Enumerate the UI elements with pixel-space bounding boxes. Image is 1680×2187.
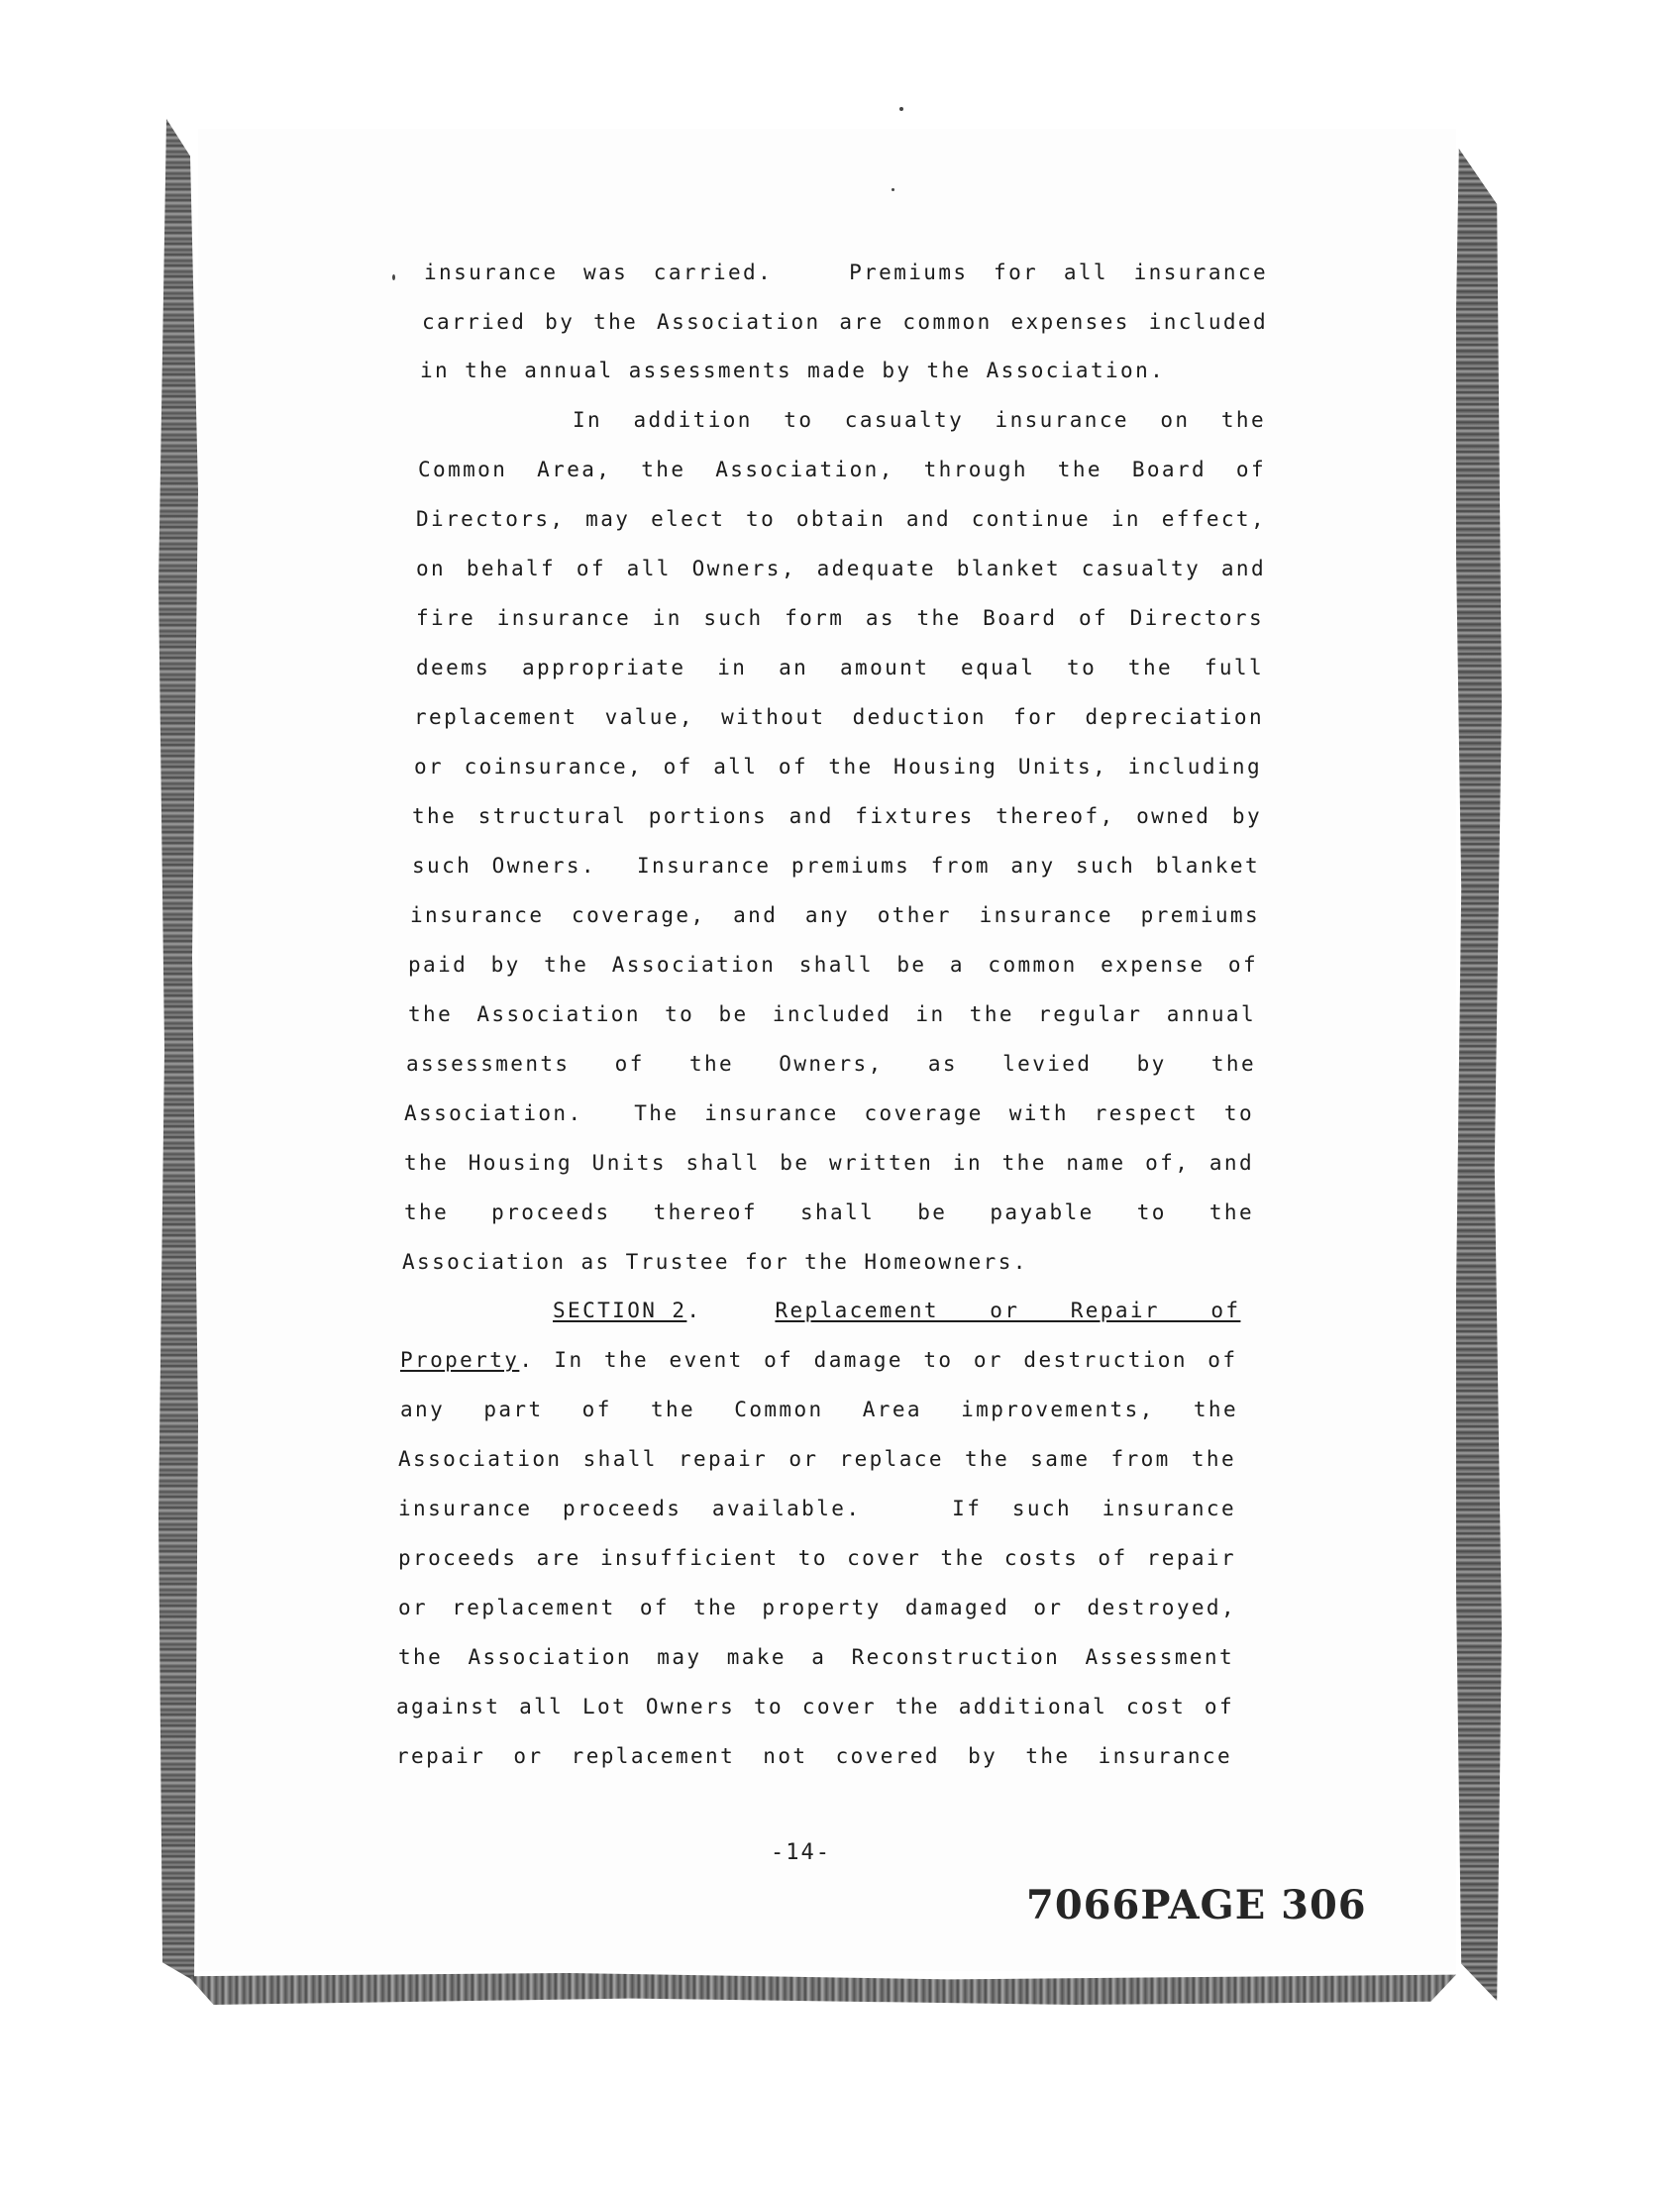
body-line: assessments of the Owners, as levied by the bbox=[406, 1052, 1256, 1076]
body-line: deems appropriate in an amount equal to the full bbox=[416, 656, 1264, 679]
body-line: the Housing Units shall be written in the name of, and bbox=[404, 1151, 1254, 1175]
book-page-stamp: 7066PAGE 306 bbox=[1026, 1882, 1367, 1928]
section-heading bbox=[553, 1301, 1258, 1321]
page-number: -14- bbox=[771, 1840, 831, 1865]
section-first-line-text: In the event of damage to or destruction of bbox=[554, 1348, 1238, 1372]
section-line: against all Lot Owners to cover the additional cost of bbox=[396, 1695, 1234, 1718]
section-line: the Association may make a Reconstruction Assessment bbox=[398, 1645, 1234, 1669]
section-title-continued: Property bbox=[400, 1348, 520, 1372]
body-line: the Association to be included in the regular annual bbox=[408, 1002, 1256, 1026]
section-line: proceeds are insufficient to cover the costs of repair bbox=[398, 1546, 1236, 1570]
section-first-line bbox=[400, 1350, 1240, 1371]
scan-edge-left bbox=[158, 119, 198, 1981]
scan-speck bbox=[392, 274, 395, 280]
body-line: Directors, may elect to obtain and continue in effect, bbox=[416, 507, 1266, 531]
body-line: the structural portions and fixtures thereof, owned by bbox=[412, 804, 1262, 828]
body-line: on behalf of all Owners, adequate blanket casualty and bbox=[416, 557, 1266, 580]
scan-speck bbox=[899, 107, 903, 111]
section-label-period: . bbox=[686, 1299, 702, 1322]
body-line: Association. The insurance coverage with respect to bbox=[404, 1101, 1254, 1125]
body-line: replacement value, without deduction for depreciation bbox=[414, 705, 1264, 729]
body-line: insurance coverage, and any other insurance premiums bbox=[410, 903, 1260, 927]
body-line: Association as Trustee for the Homeowners. bbox=[402, 1250, 1028, 1274]
body-line: fire insurance in such form as the Board of Directors bbox=[416, 606, 1264, 630]
section-line: or replacement of the property damaged or destroyed, bbox=[398, 1596, 1236, 1619]
section-line: insurance proceeds available. If such insurance bbox=[398, 1497, 1236, 1520]
body-line: paid by the Association shall be a common expense of bbox=[408, 953, 1258, 977]
section-label: SECTION 2 bbox=[553, 1299, 687, 1322]
section-line: Association shall repair or replace the same from the bbox=[398, 1447, 1236, 1471]
body-line: such Owners. Insurance premiums from any such blanket bbox=[412, 854, 1260, 878]
section-line: repair or replacement not covered by the insurance bbox=[396, 1744, 1232, 1768]
section-title-period: . bbox=[519, 1348, 535, 1372]
scan-edge-bottom bbox=[188, 1973, 1456, 2005]
body-line: or coinsurance, of all of the Housing Units, including bbox=[414, 755, 1262, 779]
body-line: carried by the Association are common expenses included bbox=[422, 310, 1268, 334]
scan-speck bbox=[892, 188, 894, 191]
scan-edge-right bbox=[1454, 149, 1502, 2001]
section-line: any part of the Common Area improvements, the bbox=[400, 1398, 1238, 1421]
body-line: Common Area, the Association, through the Board of bbox=[418, 458, 1266, 481]
body-line: In addition to casualty insurance on the bbox=[573, 408, 1266, 432]
section-title: Replacement or Repair of bbox=[775, 1299, 1241, 1322]
body-line: in the annual assessments made by the Association. bbox=[420, 359, 1166, 382]
body-line: the proceeds thereof shall be payable to the bbox=[404, 1200, 1254, 1224]
body-line: insurance was carried. Premiums for all insurance bbox=[424, 260, 1268, 284]
